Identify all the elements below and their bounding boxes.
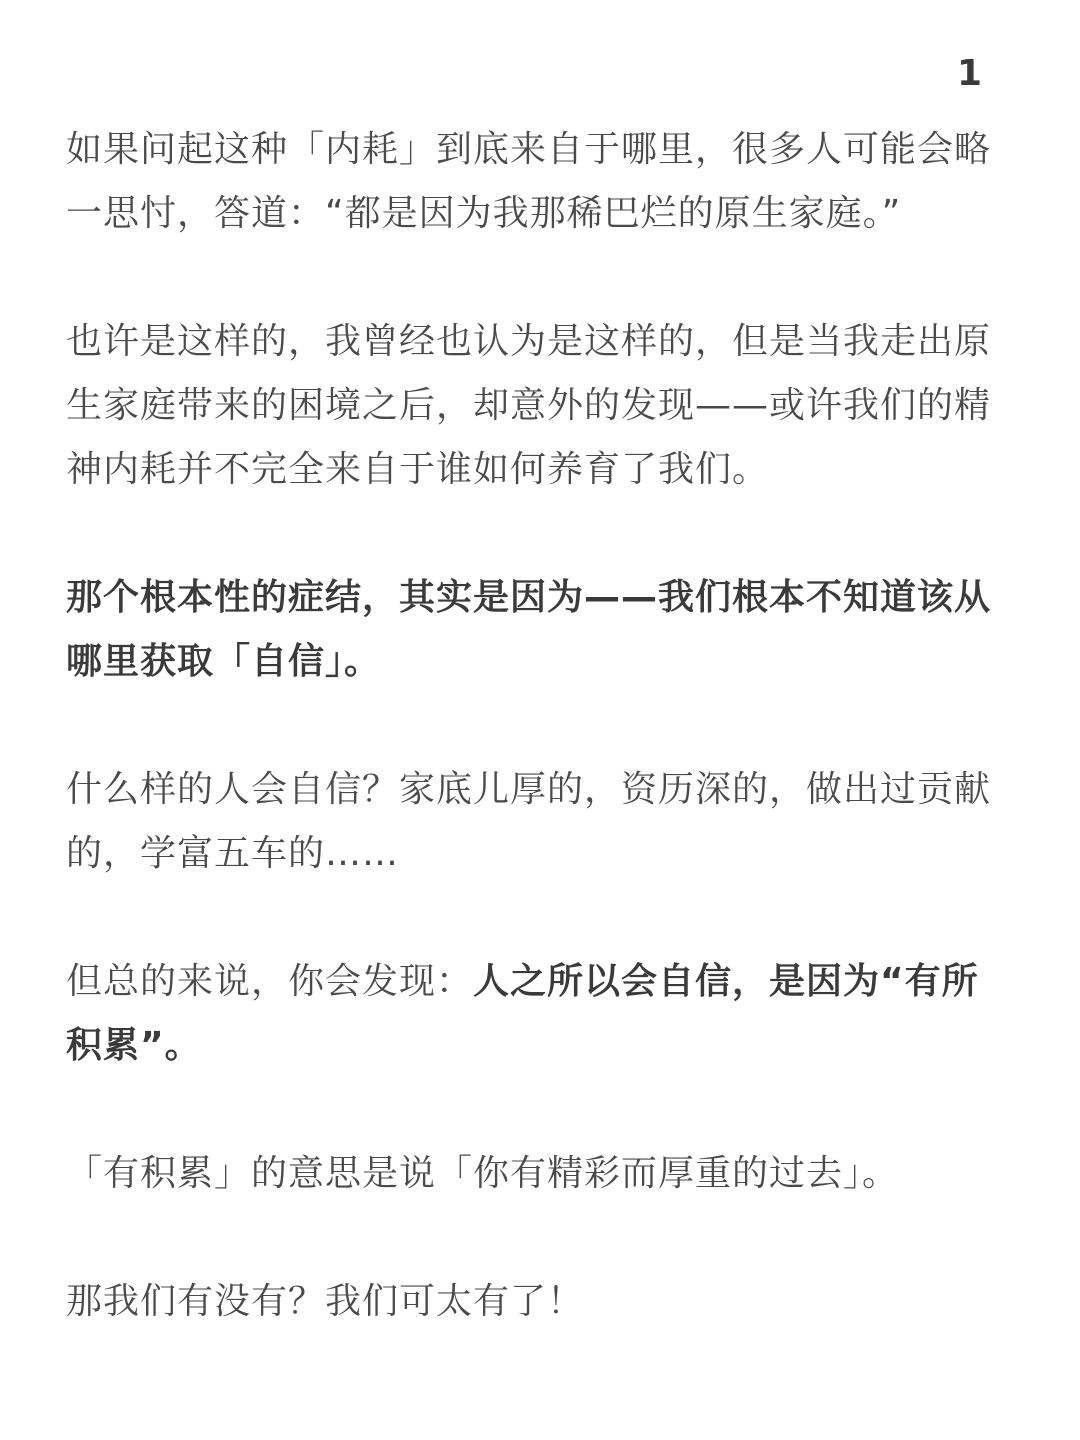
page-number: 1 [956,53,982,94]
paragraph-4-line-1: 什么样的人会自信？家底儿厚的，资历深的，做出过贡献 [66,769,992,810]
paragraph-4-line-2: 的，学富五车的…… [66,833,400,874]
paragraph-3-line-2: 哪里获取「自信」。 [66,641,382,682]
paragraph-5-bold-line-1: 人之所以会自信，是因为“有所 [473,961,979,1002]
paragraph-1-line-2: 一思忖，答道：“都是因为我那稀巴烂的原生家庭。” [66,193,902,234]
paragraph-7-line-1: 那我们有没有？我们可太有了！ [66,1281,585,1322]
paragraph-3-bold [66,566,1018,694]
paragraph-1-line-1: 如果问起这种「内耗」到底来自于哪里，很多人可能会略 [66,129,992,170]
paragraph-2-line-2: 生家庭带来的困境之后，却意外的发现——或许我们的精 [66,385,992,426]
paragraph-1 [66,118,1018,246]
paragraph-7 [66,1270,1018,1334]
paragraph-3-line-1: 那个根本性的症结，其实是因为——我们根本不知道该从 [66,577,992,618]
paragraph-2-line-3: 神内耗并不完全来自于谁如何养育了我们。 [66,449,770,490]
paragraph-2 [66,310,1018,502]
article-body [66,118,1018,1334]
paragraph-5 [66,950,1018,1078]
paragraph-6 [66,1142,1018,1206]
paragraph-5-bold-line-2: 积累”。 [66,1025,202,1066]
paragraph-2-line-1: 也许是这样的，我曾经也认为是这样的，但是当我走出原 [66,321,992,362]
paragraph-5-normal-text: 但总的来说，你会发现： [66,961,474,1002]
paragraph-4 [66,758,1018,886]
paragraph-6-line-1: 「有积累」的意思是说「你有精彩而厚重的过去」。 [66,1153,900,1194]
